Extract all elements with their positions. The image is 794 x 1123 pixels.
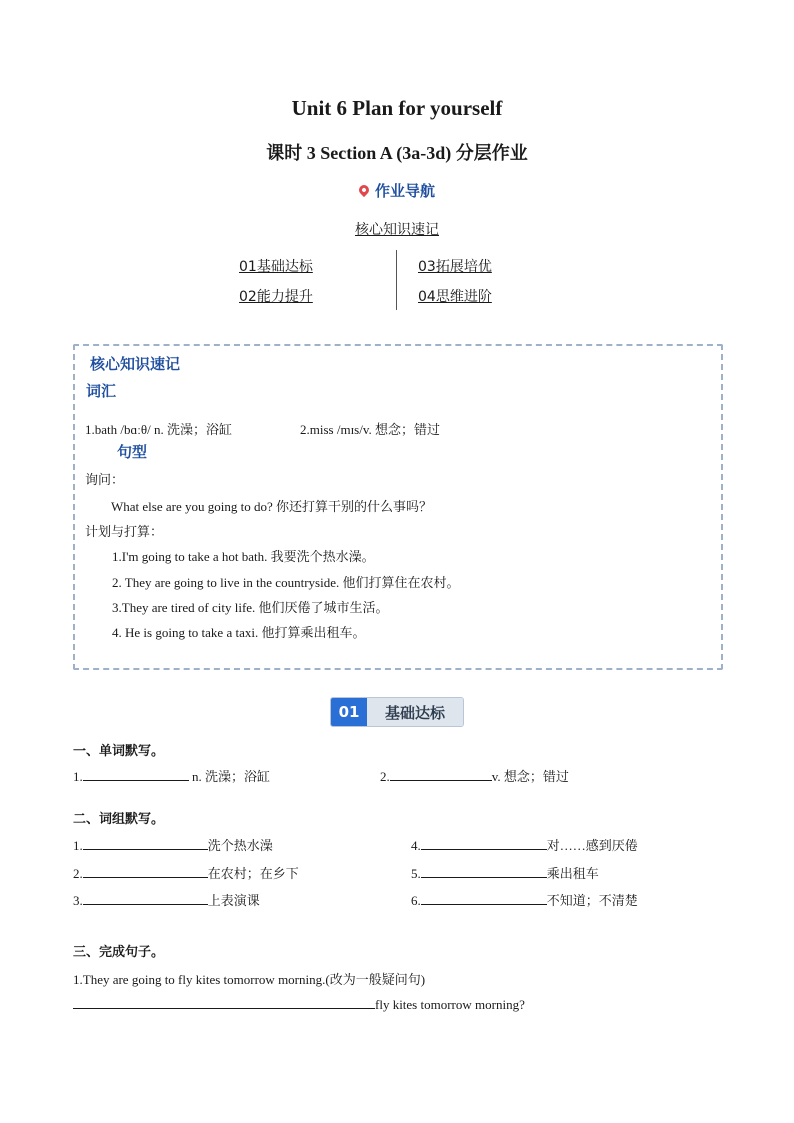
part2-item-4-text: 对……感到厌倦 bbox=[546, 838, 638, 853]
core-knowledge-link[interactable]: 核心知识速记 bbox=[355, 222, 439, 238]
part2-item-2-text: 在农村；在乡下 bbox=[207, 866, 299, 881]
page-subtitle: 课时 3 Section A (3a-3d) 分层作业 bbox=[266, 143, 528, 163]
page-title: Unit 6 Plan for yourself bbox=[291, 96, 503, 120]
part2-item-4-num: 4. bbox=[411, 838, 421, 853]
ask-label: 询问： bbox=[85, 473, 125, 488]
part2-item-2-blank[interactable] bbox=[83, 864, 208, 878]
part1-item-2-text: v. 想念；错过 bbox=[491, 769, 569, 784]
nav-link-04[interactable]: 04思维进阶 bbox=[418, 289, 492, 305]
part2-item-6-text: 不知道；不清楚 bbox=[546, 893, 638, 908]
part1-item-1-num: 1. bbox=[73, 769, 83, 784]
part3-answer-1-blank[interactable] bbox=[73, 995, 375, 1009]
nav-title-label: 作业导航 bbox=[374, 182, 435, 200]
plan-example-4: 4. He is going to take a taxi. 他打算乘出租车。 bbox=[112, 625, 366, 640]
part2-item-2 bbox=[73, 863, 299, 882]
part1-title: 一、单词默写。 bbox=[73, 744, 165, 759]
part2-item-1-num: 1. bbox=[73, 838, 83, 853]
nav-link-03[interactable]: 03拓展培优 bbox=[418, 259, 492, 275]
part2-item-5-num: 5. bbox=[411, 866, 421, 881]
part3-title: 三、完成句子。 bbox=[73, 945, 165, 960]
nav-link-02[interactable]: 02能力提升 bbox=[239, 289, 313, 305]
part2-item-3-text: 上表演课 bbox=[207, 893, 260, 908]
plan-example-2: 2. They are going to live in the countryside. 他们打算住在农村。 bbox=[112, 575, 460, 590]
section-01-badge bbox=[330, 697, 464, 727]
vocab-heading: 词汇 bbox=[86, 382, 117, 400]
part2-item-2-num: 2. bbox=[73, 866, 83, 881]
part1-item-1-blank[interactable] bbox=[83, 767, 189, 781]
part2-item-1 bbox=[73, 835, 273, 854]
part2-item-6-num: 6. bbox=[411, 893, 421, 908]
knowledge-heading: 核心知识速记 bbox=[90, 355, 181, 373]
part2-item-4 bbox=[411, 835, 638, 854]
section-01-number: 01 bbox=[331, 698, 367, 726]
part1-item-1-text: n. 洗澡；浴缸 bbox=[188, 769, 271, 784]
section-01-label: 基础达标 bbox=[367, 698, 463, 726]
vocab-item-1: 1.bath /bɑːθ/ n. 洗澡；浴缸 bbox=[85, 422, 232, 437]
part2-item-5-text: 乘出租车 bbox=[546, 866, 599, 881]
part2-item-3-num: 3. bbox=[73, 893, 83, 908]
plan-label: 计划与打算： bbox=[85, 525, 164, 540]
part2-item-6-blank[interactable] bbox=[421, 891, 547, 905]
part3-answer-1 bbox=[73, 995, 525, 1013]
part1-item-2-blank[interactable] bbox=[390, 767, 492, 781]
ask-example: What else are you going to do? 你还打算干别的什么事吗？ bbox=[111, 499, 432, 514]
part2-item-3 bbox=[73, 890, 260, 909]
part2-item-5 bbox=[411, 863, 599, 882]
nav-link-01[interactable]: 01基础达标 bbox=[239, 259, 313, 275]
part2-item-6 bbox=[411, 890, 638, 909]
part3-answer-1-tail: fly kites tomorrow morning? bbox=[375, 997, 525, 1012]
part2-item-1-blank[interactable] bbox=[83, 836, 208, 850]
location-pin-icon bbox=[357, 183, 371, 197]
core-knowledge-link-wrap bbox=[0, 219, 794, 239]
part1-item-1 bbox=[73, 766, 270, 785]
sentence-heading: 句型 bbox=[117, 443, 148, 461]
plan-example-3: 3.They are tired of city life. 他们厌倦了城市生活。 bbox=[112, 600, 389, 615]
part3-question-1: 1.They are going to fly kites tomorrow morning.(改为一般疑问句) bbox=[73, 972, 426, 987]
part2-item-4-blank[interactable] bbox=[421, 836, 547, 850]
part2-item-1-text: 洗个热水澡 bbox=[207, 838, 273, 853]
nav-title bbox=[0, 180, 794, 201]
part2-item-3-blank[interactable] bbox=[83, 891, 208, 905]
plan-example-1: 1.I'm going to take a hot bath. 我要洗个热水澡。 bbox=[112, 549, 375, 564]
nav-divider bbox=[396, 250, 397, 310]
part2-item-5-blank[interactable] bbox=[421, 864, 547, 878]
part1-item-2 bbox=[380, 766, 569, 785]
part2-title: 二、词组默写。 bbox=[73, 812, 165, 827]
part1-item-2-num: 2. bbox=[380, 769, 390, 784]
vocab-item-2: 2.miss /mɪs/v. 想念；错过 bbox=[300, 422, 441, 437]
